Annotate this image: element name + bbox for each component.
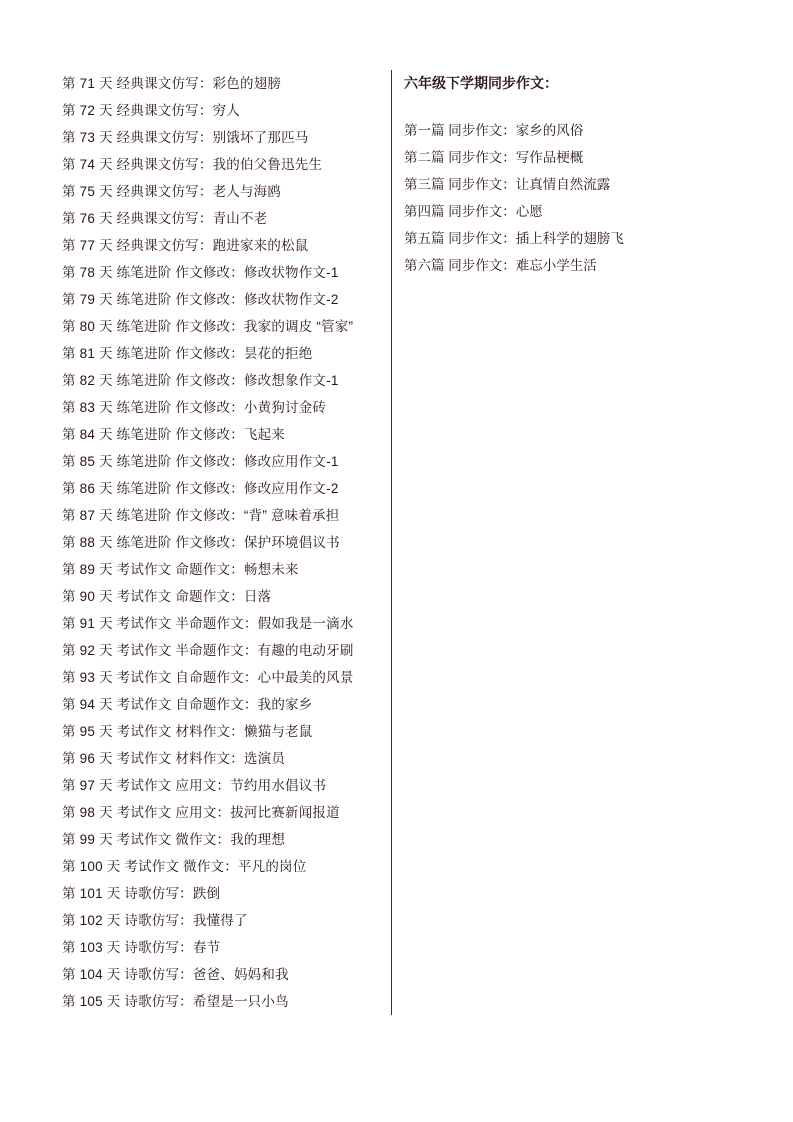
- list-item: 第 102 天 诗歌仿写：我懂得了: [62, 913, 248, 928]
- list-item: 第 81 天 练笔进阶 作文修改：昙花的拒绝: [62, 346, 313, 361]
- list-item: 第 87 天 练笔进阶 作文修改：“背” 意味着承担: [62, 508, 340, 523]
- list-item: 第 71 天 经典课文仿写：彩色的翅膀: [62, 76, 282, 91]
- list-item: 第 96 天 考试作文 材料作文：选演员: [62, 751, 286, 766]
- list-item: 第四篇 同步作文：心愿: [404, 204, 543, 219]
- list-item: 第 93 天 考试作文 自命题作文：心中最美的风景: [62, 670, 354, 685]
- list-item: 第 80 天 练笔进阶 作文修改：我家的调皮 “管家”: [62, 319, 354, 334]
- list-item: 第一篇 同步作文：家乡的风俗: [404, 123, 584, 138]
- document-content: [62, 70, 732, 1015]
- list-item: 第 100 天 考试作文 微作文：平凡的岗位: [62, 859, 307, 874]
- list-item: 第 72 天 经典课文仿写：穷人: [62, 103, 240, 118]
- list-item: 第 104 天 诗歌仿写：爸爸、妈妈和我: [62, 967, 289, 982]
- list-item: 第 94 天 考试作文 自命题作文：我的家乡: [62, 697, 313, 712]
- list-item: 第 105 天 诗歌仿写：希望是一只小鸟: [62, 994, 289, 1009]
- right-column-title: 六年级下学期同步作文：: [404, 75, 558, 91]
- list-item: 第 75 天 经典课文仿写：老人与海鸥: [62, 184, 282, 199]
- list-item: 第 98 天 考试作文 应用文：拔河比赛新闻报道: [62, 805, 340, 820]
- right-column-list: [392, 70, 722, 279]
- left-column-list: [62, 70, 392, 1015]
- two-column-layout: [62, 70, 732, 1015]
- list-item: 第 103 天 诗歌仿写：春节: [62, 940, 221, 955]
- list-item: 第二篇 同步作文：写作品梗概: [404, 150, 584, 165]
- list-item: 第五篇 同步作文：插上科学的翅膀飞: [404, 231, 624, 246]
- list-item: 第 92 天 考试作文 半命题作文：有趣的电动牙刷: [62, 643, 354, 658]
- list-item: 第 78 天 练笔进阶 作文修改：修改状物作文-1: [62, 265, 339, 280]
- list-item: 第 95 天 考试作文 材料作文：懒猫与老鼠: [62, 724, 313, 739]
- list-item: 第 82 天 练笔进阶 作文修改：修改想象作文-1: [62, 373, 339, 388]
- list-item: 第 86 天 练笔进阶 作文修改：修改应用作文-2: [62, 481, 339, 496]
- list-item: 第 101 天 诗歌仿写：跌倒: [62, 886, 221, 901]
- list-item: 第 76 天 经典课文仿写：青山不老: [62, 211, 268, 226]
- list-item: 第 97 天 考试作文 应用文：节约用水倡议书: [62, 778, 327, 793]
- list-item: 第 84 天 练笔进阶 作文修改：飞起来: [62, 427, 286, 442]
- list-item: 第 83 天 练笔进阶 作文修改：小黄狗讨金砖: [62, 400, 327, 415]
- list-item: 第三篇 同步作文：让真情自然流露: [404, 177, 611, 192]
- list-item: 第 99 天 考试作文 微作文：我的理想: [62, 832, 286, 847]
- list-item: 第 77 天 经典课文仿写：跑进家来的松鼠: [62, 238, 309, 253]
- list-item: 第六篇 同步作文：难忘小学生活: [404, 258, 597, 273]
- list-item: 第 90 天 考试作文 命题作文：日落: [62, 589, 272, 604]
- list-item: 第 88 天 练笔进阶 作文修改：保护环境倡议书: [62, 535, 340, 550]
- list-item: 第 73 天 经典课文仿写：别饿坏了那匹马: [62, 130, 309, 145]
- list-item: 第 85 天 练笔进阶 作文修改：修改应用作文-1: [62, 454, 339, 469]
- list-item: 第 89 天 考试作文 命题作文：畅想未来: [62, 562, 299, 577]
- list-item: 第 91 天 考试作文 半命题作文：假如我是一滴水: [62, 616, 354, 631]
- list-item: 第 79 天 练笔进阶 作文修改：修改状物作文-2: [62, 292, 339, 307]
- list-item: 第 74 天 经典课文仿写：我的伯父鲁迅先生: [62, 157, 323, 172]
